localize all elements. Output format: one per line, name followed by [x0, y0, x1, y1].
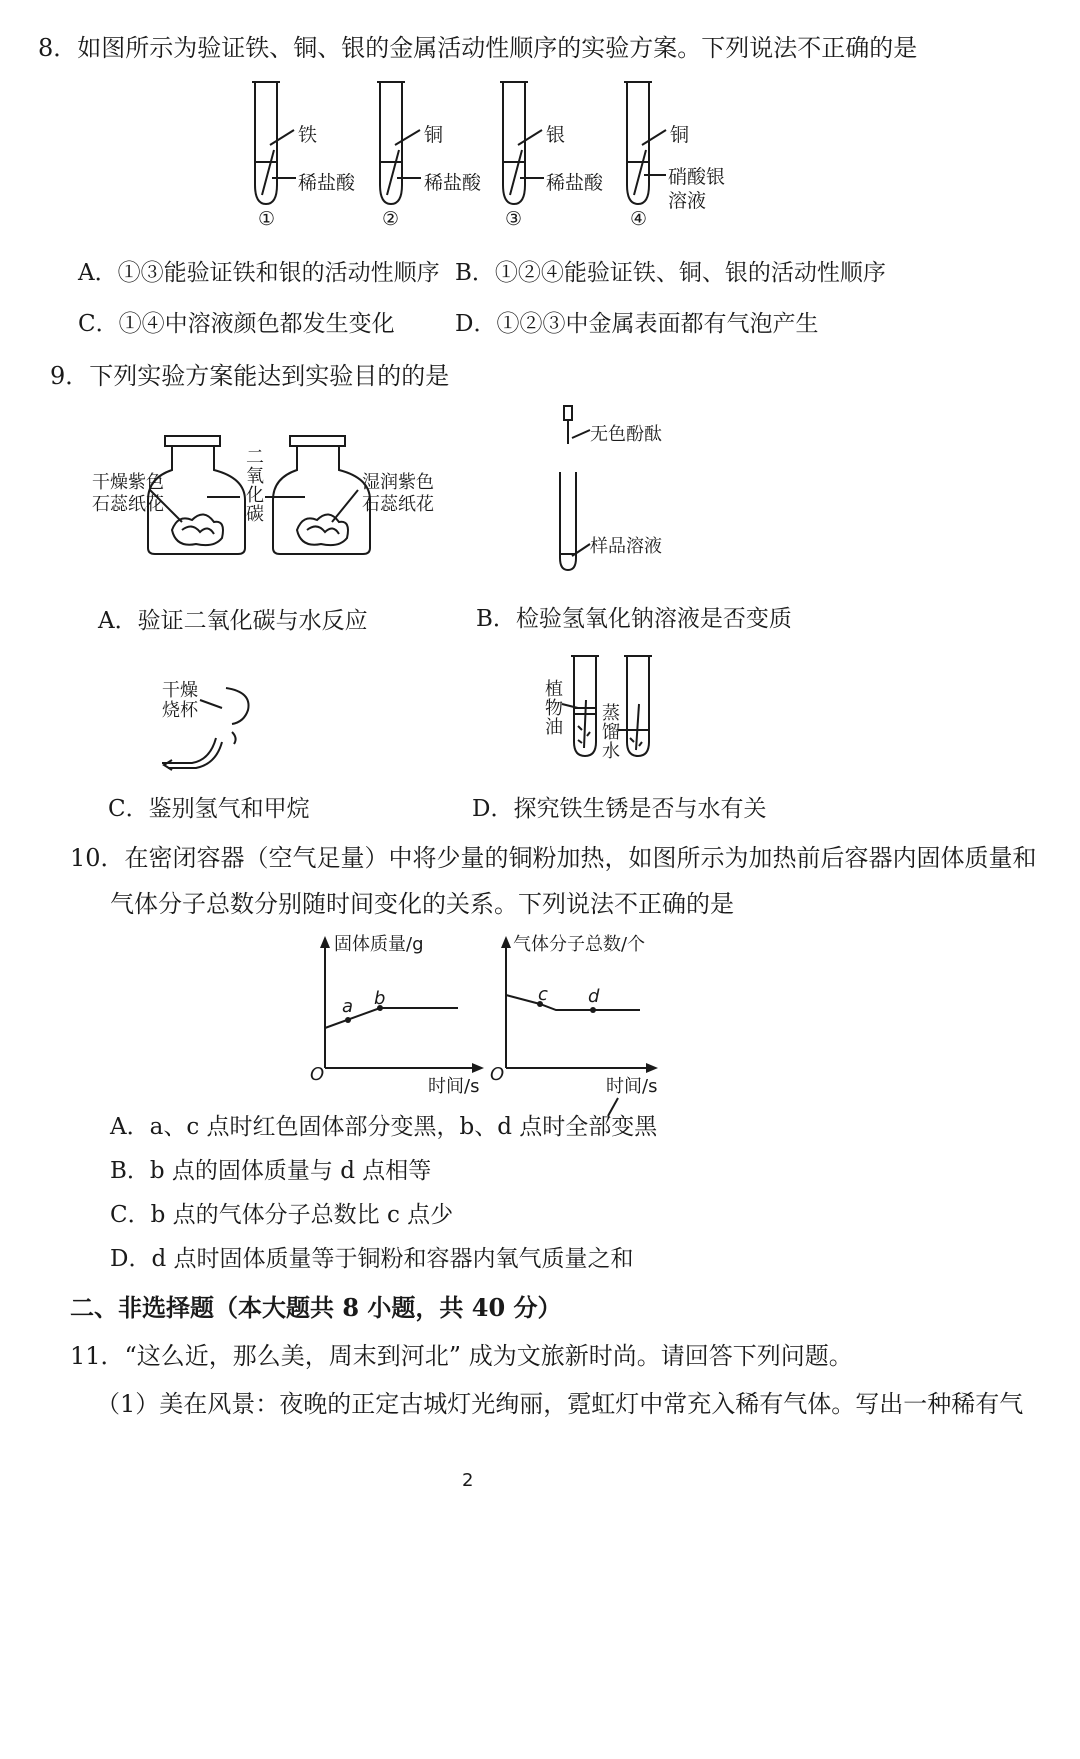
sample-solution-label: 样品溶液 — [590, 536, 662, 557]
q10-option-c: C．b 点的气体分子总数比 c 点少 — [110, 1202, 454, 1228]
q10-stem-line2: 气体分子总数分别随时间变化的关系。下列说法不正确的是 — [110, 890, 734, 918]
q10-stem-line1: 10．在密闭容器（空气足量）中将少量的铜粉加热，如图所示为加热前后容器内固体质量和 — [70, 844, 1037, 872]
gas-molecules-line — [506, 995, 640, 1010]
tube4-metal-label: 铜 — [670, 124, 690, 146]
point-d — [590, 1007, 596, 1013]
chart1-point-a-label: a — [342, 996, 354, 1017]
chart2-ylabel: 气体分子总数/个 — [513, 934, 646, 955]
q11-sub1: （1）美在风景：夜晚的正定古城灯光绚丽，霓虹灯中常充入稀有气体。写出一种稀有气 — [96, 1390, 1024, 1418]
tube2-metal-label: 铜 — [424, 124, 444, 146]
co2-gas-label: 二 氧 化 碳 — [246, 447, 264, 525]
q9-option-a: A．验证二氧化碳与水反应 — [98, 608, 368, 634]
chart1-ylabel: 固体质量/g — [334, 934, 424, 955]
q8-option-a: A．①③能验证铁和银的活动性顺序 — [78, 260, 440, 286]
q8-option-b: B．①②④能验证铁、铜、银的活动性顺序 — [455, 260, 886, 286]
chart-gas-molecules — [501, 936, 658, 1073]
q9-stem: 9．下列实验方案能达到实验目的的是 — [50, 362, 450, 390]
q8-option-d: D．①②③中金属表面都有气泡产生 — [455, 311, 819, 337]
tube2-number: ② — [382, 208, 400, 230]
chart2-origin: O — [490, 1064, 505, 1085]
tube4-number: ④ — [630, 208, 648, 230]
q8-option-c: C．①④中溶液颜色都发生变化 — [78, 311, 395, 337]
chart1-origin: O — [310, 1064, 325, 1085]
chart2-xlabel: 时间/s — [606, 1076, 658, 1097]
tube1-number: ① — [258, 208, 276, 230]
tube4-liquid-label-2: 溶液 — [668, 190, 707, 212]
point-a — [345, 1017, 351, 1023]
section-2-heading: 二、非选择题（本大题共 8 小题，共 40 分） — [70, 1293, 562, 1322]
q10-option-d: D．d 点时固体质量等于铜粉和容器内氧气质量之和 — [110, 1246, 634, 1272]
distilled-water-label: 蒸 馏 水 — [602, 703, 620, 762]
tube3-number: ③ — [505, 208, 523, 230]
page-number: 2 — [462, 1470, 474, 1491]
tube2-liquid-label: 稀盐酸 — [424, 172, 482, 194]
tube4-liquid-label: 硝酸银 — [668, 166, 726, 188]
q9-option-b: B．检验氢氧化钠溶液是否变质 — [476, 606, 792, 632]
dry-beaker-label-2: 烧杯 — [162, 700, 198, 721]
tube3-liquid-label: 稀盐酸 — [546, 172, 604, 194]
q9-option-d: D．探究铁生锈是否与水有关 — [472, 796, 767, 822]
chart1-point-b-label: b — [374, 988, 386, 1009]
jar-left-label-1: 干燥紫色 — [92, 472, 164, 493]
dry-beaker-label-1: 干燥 — [162, 680, 198, 701]
q8-stem: 8．如图所示为验证铁、铜、银的金属活动性顺序的实验方案。下列说法不正确的是 — [38, 34, 918, 62]
q11-stem: 11．“这么近，那么美，周末到河北” 成为文旅新时尚。请回答下列问题。 — [70, 1342, 853, 1370]
jar-left-label-2: 石蕊纸花 — [92, 494, 164, 515]
plant-oil-label: 植 物 油 — [545, 679, 563, 738]
jar-right-label-2: 石蕊纸花 — [362, 494, 434, 515]
q10-option-b: B．b 点的固体质量与 d 点相等 — [110, 1158, 432, 1184]
q10-option-a: A．a、c 点时红色固体部分变黑，b、d 点时全部变黑 — [110, 1114, 658, 1140]
chart1-xlabel: 时间/s — [428, 1076, 480, 1097]
q9-option-c: C．鉴别氢气和甲烷 — [108, 796, 310, 822]
tube1-liquid-label: 稀盐酸 — [298, 172, 356, 194]
jar-right-label-1: 湿润紫色 — [362, 472, 434, 493]
chart2-point-c-label: c — [538, 984, 548, 1005]
tube3-metal-label: 银 — [546, 124, 566, 146]
phenolphthalein-label: 无色酚酞 — [590, 424, 662, 445]
tube1-metal-label: 铁 — [298, 124, 318, 146]
chart2-point-d-label: d — [588, 986, 600, 1007]
